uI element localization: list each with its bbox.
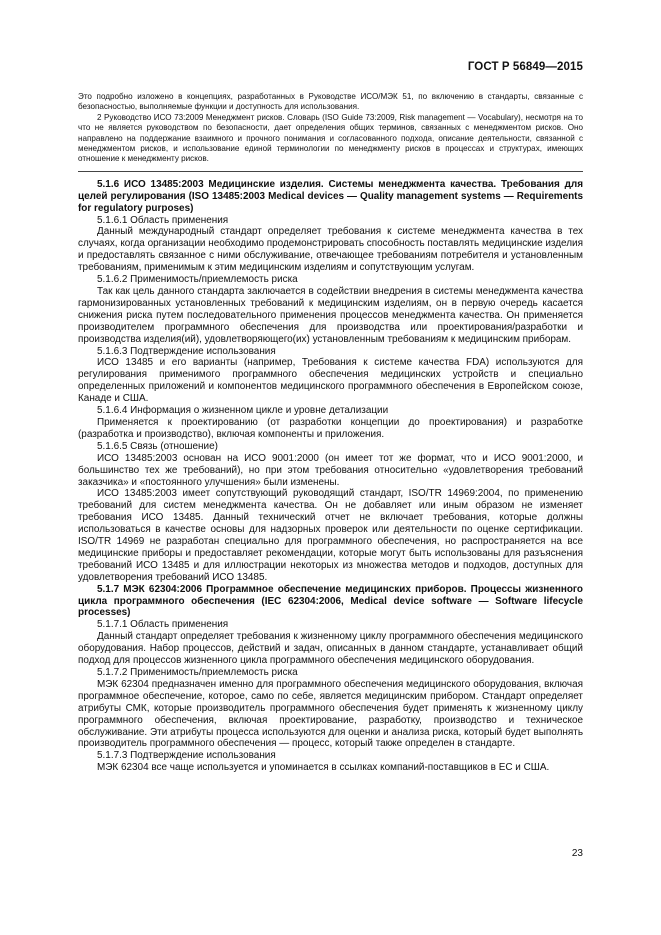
paragraph: 5.1.6.5 Связь (отношение) xyxy=(97,440,218,452)
paragraph: Применяется к проектированию (от разработки концепции до проектирования) и разработке (разработка и производство), включая компоненты и приложения. xyxy=(78,416,583,440)
document-id-header: ГОСТ Р 56849—2015 xyxy=(467,61,583,73)
paragraph: 5.1.7.1 Область применения xyxy=(97,619,229,631)
paragraph: 5.1.7.2 Применимость/приемлемость риска xyxy=(97,667,298,678)
paragraph: Так как цель данного стандарта заключается в содействии внедрения в системы менеджмента качества гармонизированных установленных требований к медицинским изделиям, он в первую очередь касается снижения риска путем последовательного применения процессов менеджмента качества. Он применяется производителем программного обеспечения для производства или проектирования/разработки и производства изделия(ий), удовлетворяющего(их) установленным требованиям к медицинским приборам. xyxy=(78,286,583,345)
paragraph: 5.1.7.3 Подтверждение использования xyxy=(97,750,276,762)
footnote-divider xyxy=(78,171,583,172)
footnote-2: 2 Руководство ИСО 73:2009 Менеджмент рисков. Словарь (ISO Guide 73:2009, Risk management — Vocabulary), несмотря на то что не является руководством по безопасности, дает определения общих терминов, связанных с менеджментом рисков. Оно направлено на поддержание взаимного и прочного понимания и согласованного подхода, описание деятельности, связанной с менеджментом рисков, и использование единой терминологии по менеджменту рисков в процессах и структурах, имеющих отношение к менеджменту рисков. xyxy=(78,112,583,164)
section-heading: 5.1.7 МЭК 62304:2006 Программное обеспечение медицинских приборов. Процессы жизненного цикла программного обеспечения (IEC 62304:2006, Medical device software — Software lifecycle processes) xyxy=(78,583,583,619)
paragraph: Данный стандарт определяет требования к жизненному циклу программного обеспечения медицинского оборудования. Набор процессов, действий и задач, описанных в данном стандарте, устанавливает общий подход для процессов жизненного цикла программного обеспечения медицинского оборудования. xyxy=(78,631,583,667)
paragraph: ИСО 13485 и его варианты (например, Требования к системе качества FDA) используются для регулирования применимого программного обеспечения медицинских устройств и специально определенных приложений и компонентов медицинского программного обеспечения в Европейском союзе, Канаде и США. xyxy=(78,357,583,405)
footnote-block xyxy=(78,92,583,165)
paragraph: МЭК 62304 предназначен именно для программного обеспечения медицинского оборудования, включая программное обеспечение, которое, само по себе, является медицинским прибором. Стандарт определяет атрибуты СМК, которые производитель программного обеспечения будет применять к жизненному циклу программного обеспечения, включая проектирование, разработку, производство и техническое обслуживание. Эти атрибуты процесса используются для оценки и анализа риска, который будет выполнять производитель программного обеспечения — процесс, который также определен в стандарте. xyxy=(78,678,583,750)
paragraph: 5.1.6.2 Применимость/приемлемость риска xyxy=(97,274,298,286)
page-number: 23 xyxy=(571,848,583,859)
paragraph: 5.1.6.3 Подтверждение использования xyxy=(97,345,276,357)
paragraph: МЭК 62304 все чаще используется и упоминается в ссылках компаний-поставщиков в ЕС и США. xyxy=(97,762,550,774)
body-text xyxy=(78,179,583,774)
page-content xyxy=(78,92,583,774)
paragraph: Данный международный стандарт определяет требования к системе менеджмента качества в тех случаях, когда организации необходимо продемонстрировать способность поставлять медицинские изделия и предоставлять связанное с ними обслуживание, отвечающее требованиям потребителя и установленным требованиям, применимым к этим медицинским изделиям и сопутствующим услугам. xyxy=(78,226,583,274)
paragraph: 5.1.6.4 Информация о жизненном цикле и уровне детализации xyxy=(97,405,389,417)
footnote-continuation: Это подробно изложено в концепциях, разработанных в Руководстве ИСО/МЭК 51, по включению в стандарты, связанные с безопасностью, выполняемые функции и доступность для использования. xyxy=(78,92,583,112)
section-heading: 5.1.6 ИСО 13485:2003 Медицинские изделия. Системы менеджмента качества. Требования для целей регулирования (ISO 13485:2003 Medical devices — Quality management systems — Requirements for regulatory purposes) xyxy=(78,178,583,214)
paragraph: ИСО 13485:2003 имеет сопутствующий руководящий стандарт, ISO/TR 14969:2004, по применению требований для систем менеджмента качества. Он не добавляет или иным образом не изменяет требования ИСО 13485. Данный технический отчет не включает требования, которые должны использоваться в качестве основы для надзорных проверок или деятельности по оценке сертификации. ISO/TR 14969 не разработан специально для программного обеспечения, но распространяется на все медицинские приборы и предоставляет рекомендации, которые могут быть использованы для разъяснения требований ИСО 13485 и для иллюстрации некоторых из множества методов и подходов, доступных для удовлетворения требований ИСО 13485. xyxy=(78,488,583,583)
paragraph: 5.1.6.1 Область применения xyxy=(97,214,229,226)
paragraph: ИСО 13485:2003 основан на ИСО 9001:2000 (он имеет тот же формат, что и ИСО 9001:2000, и большинство тех же требований), но при этом требования относительно «удовлетворения требований заказчика» и «постоянного улучшения» были изменены. xyxy=(78,452,583,488)
